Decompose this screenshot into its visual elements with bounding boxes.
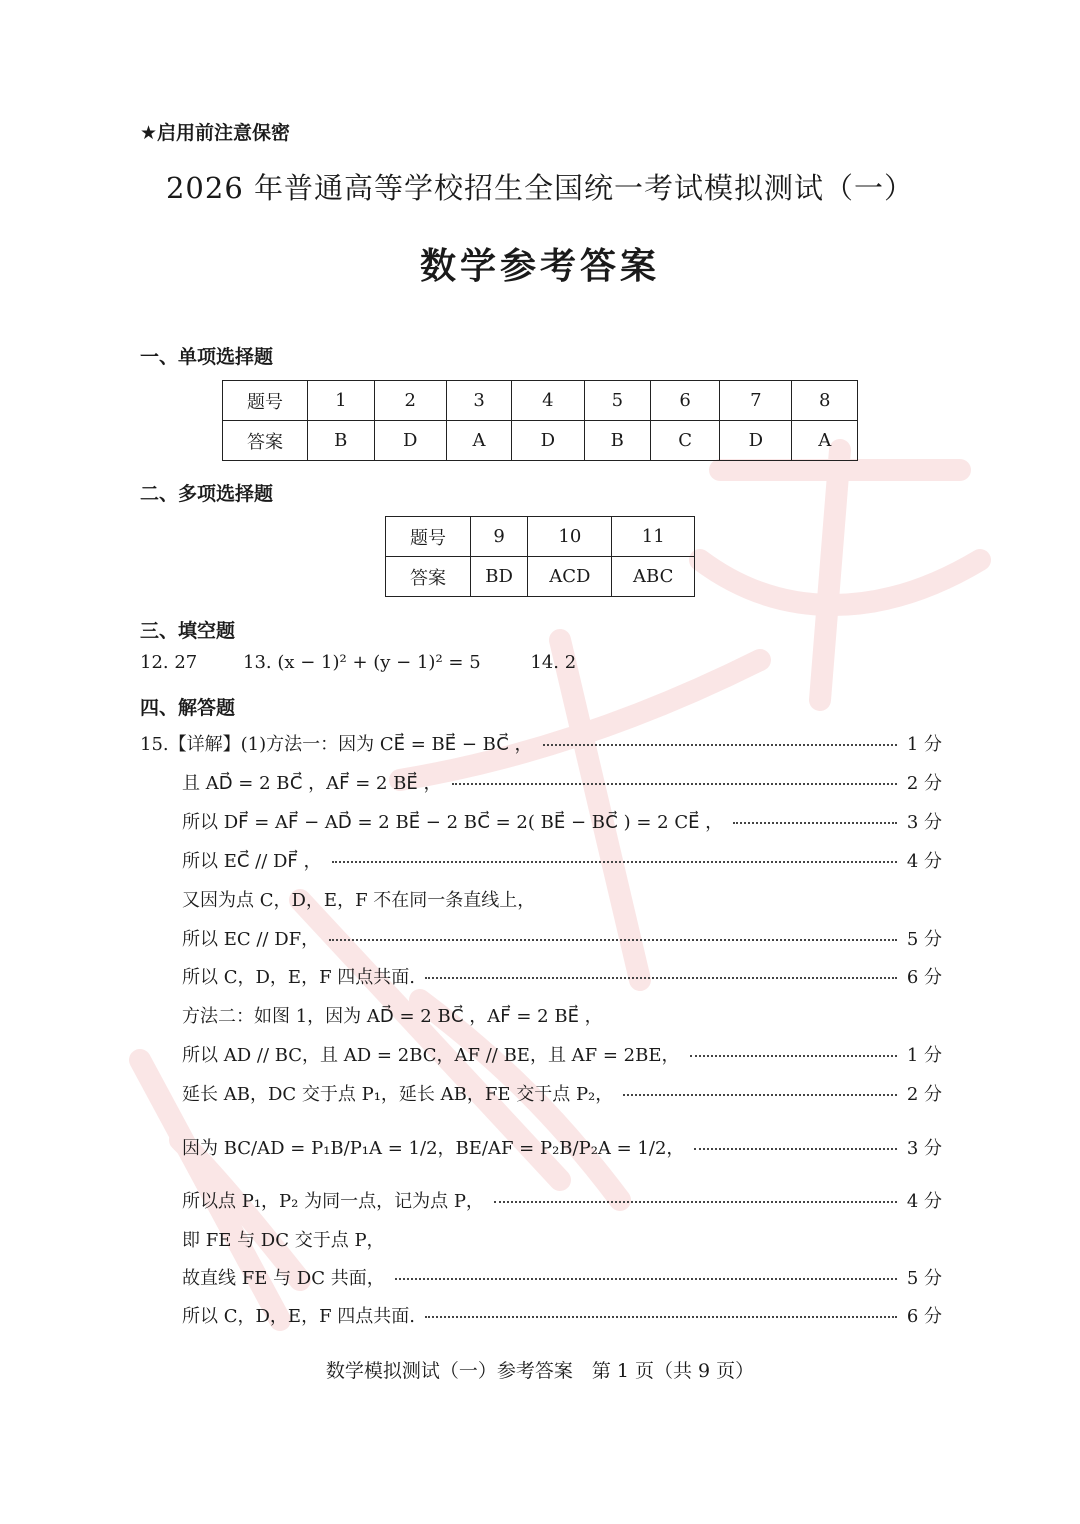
- table-row-questions: [223, 381, 858, 421]
- multi-choice-answer-table: [385, 516, 695, 597]
- answer-q14: 14. 2: [530, 652, 577, 673]
- section-single-choice-heading: 一、单项选择题: [140, 346, 274, 368]
- table-cell: 7: [720, 381, 792, 421]
- score-label: 5 分: [906, 1268, 942, 1289]
- answer-q12: 12. 27: [140, 652, 198, 673]
- table-cell: ABC: [612, 557, 695, 597]
- solution-text: 且 AD⃗ = 2 BC⃗ ，AF⃗ = 2 BE⃗ ，: [182, 773, 442, 794]
- exam-title: 2026 年普通高等学校招生全国统一考试模拟测试（一）: [165, 171, 915, 205]
- solution-text: 所以 C，D，E，F 四点共面.: [182, 1306, 415, 1327]
- solution-line: [140, 731, 942, 755]
- solution-text: 所以点 P₁，P₂ 为同一点，记为点 P，: [182, 1191, 484, 1212]
- solution-text: 方法二：如图 1，因为 AD⃗ = 2 BC⃗ ，AF⃗ = 2 BE⃗ ，: [182, 1006, 603, 1027]
- solution-text: 所以 EC // DF，: [182, 929, 320, 950]
- solution-line: [182, 887, 942, 911]
- table-cell: 10: [528, 517, 612, 557]
- table-cell: 4: [512, 381, 584, 421]
- score-label: 2 分: [906, 773, 942, 794]
- solution-text: 所以 DF⃗ = AF⃗ − AD⃗ = 2 BE⃗ − 2 BC⃗ = 2( BE⃗ − BC⃗ ) = 2 CE⃗ ，: [182, 812, 724, 833]
- table-cell: ACD: [528, 557, 612, 597]
- answer-key-title: 数学参考答案: [419, 246, 660, 287]
- table-cell-label: 题号: [386, 517, 471, 557]
- table-cell: 6: [651, 381, 720, 421]
- single-choice-answer-table: [222, 380, 858, 461]
- solution-text: 延长 AB，DC 交于点 P₁，延长 AB，FE 交于点 P₂，: [182, 1084, 614, 1105]
- answer-q13: 13. (x − 1)² + (y − 1)² = 5: [243, 652, 481, 673]
- confidential-notice: ★启用前注意保密: [140, 122, 291, 144]
- table-cell: 11: [612, 517, 695, 557]
- solution-line: [182, 926, 942, 950]
- solution-line: [182, 1042, 942, 1066]
- solution-text: 因为 BC/AD = P₁B/P₁A = 1/2，BE/AF = P₂B/P₂A = 1/2，: [182, 1138, 685, 1159]
- score-label: 6 分: [906, 1306, 942, 1327]
- table-cell-label: 答案: [223, 421, 308, 461]
- table-cell: BD: [471, 557, 528, 597]
- solution-text: 即 FE 与 DC 交于点 P，: [182, 1230, 385, 1251]
- table-cell: B: [308, 421, 375, 461]
- table-cell: 3: [446, 381, 511, 421]
- score-label: 6 分: [906, 967, 942, 988]
- table-cell: C: [651, 421, 720, 461]
- section-fill-blank-heading: 三、填空题: [140, 620, 236, 642]
- solution-line: [182, 964, 942, 988]
- solution-line: [182, 1135, 942, 1159]
- table-cell: D: [720, 421, 792, 461]
- table-cell: D: [374, 421, 446, 461]
- table-cell: B: [584, 421, 651, 461]
- score-label: 3 分: [906, 812, 942, 833]
- score-label: 4 分: [906, 1191, 942, 1212]
- table-cell: 9: [471, 517, 528, 557]
- solution-line: [182, 809, 942, 833]
- table-cell-label: 答案: [386, 557, 471, 597]
- table-cell: 1: [308, 381, 375, 421]
- score-label: 3 分: [906, 1138, 942, 1159]
- solution-line: [182, 1081, 942, 1105]
- table-row-questions: [386, 517, 695, 557]
- solution-line: [182, 1227, 942, 1251]
- table-cell-label: 题号: [223, 381, 308, 421]
- solution-line: [182, 1188, 942, 1212]
- solution-text: 15.【详解】(1)方法一：因为 CE⃗ = BE⃗ − BC⃗ ，: [140, 734, 533, 755]
- table-cell: D: [512, 421, 584, 461]
- solution-text: 所以 AD // BC，且 AD = 2BC，AF // BE，且 AF = 2BE，: [182, 1045, 680, 1066]
- solution-line: [182, 770, 942, 794]
- table-cell: 2: [374, 381, 446, 421]
- solution-line: [182, 1265, 942, 1289]
- solution-text: 故直线 FE 与 DC 共面，: [182, 1268, 385, 1289]
- score-label: 1 分: [906, 734, 942, 755]
- section-solution-heading: 四、解答题: [140, 697, 236, 719]
- page-footer: 数学模拟测试（一）参考答案 第 1 页（共 9 页）: [325, 1360, 755, 1382]
- score-label: 1 分: [906, 1045, 942, 1066]
- table-row-answers: [386, 557, 695, 597]
- solution-line: [182, 848, 942, 872]
- solution-line: [182, 1303, 942, 1327]
- fill-blank-answers: [140, 652, 580, 673]
- solution-line: [182, 1003, 942, 1027]
- solution-text: 所以 EC⃗ // DF⃗ ，: [182, 851, 322, 872]
- table-cell: 8: [792, 381, 858, 421]
- table-row-answers: [223, 421, 858, 461]
- table-cell: 5: [584, 381, 651, 421]
- solution-text: 所以 C，D，E，F 四点共面.: [182, 967, 415, 988]
- table-cell: A: [446, 421, 511, 461]
- score-label: 2 分: [906, 1084, 942, 1105]
- section-multi-choice-heading: 二、多项选择题: [140, 483, 274, 505]
- score-label: 5 分: [906, 929, 942, 950]
- score-label: 4 分: [906, 851, 942, 872]
- table-cell: A: [792, 421, 858, 461]
- solution-text: 又因为点 C，D，E，F 不在同一条直线上，: [182, 890, 536, 911]
